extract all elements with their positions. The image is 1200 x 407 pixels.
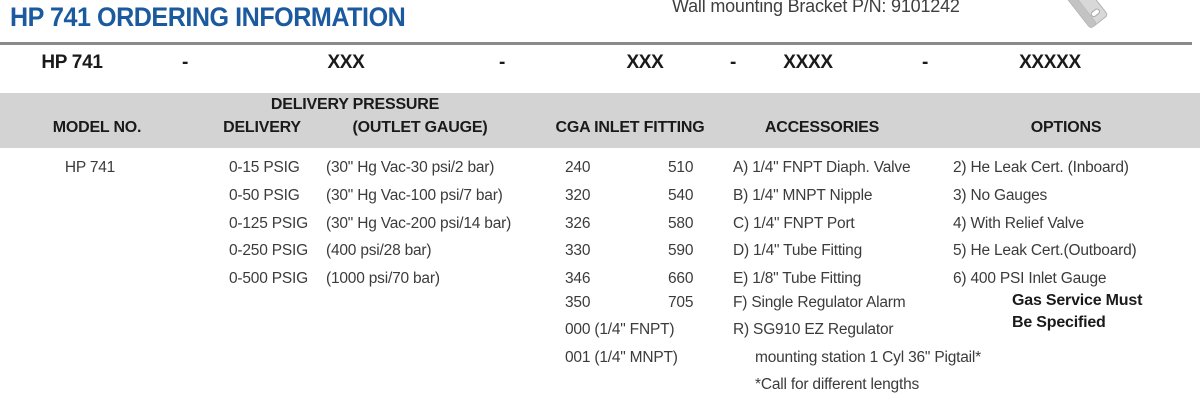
delivery-range: 0-500 PSIG	[229, 270, 308, 287]
page-title: HP 741 ORDERING INFORMATION	[10, 2, 406, 32]
cga-code: 350	[565, 294, 591, 311]
order-code-segment-4: XXXXX	[1019, 52, 1081, 73]
delivery-range: 0-15 PSIG	[229, 159, 300, 176]
wall-bracket-note: Wall mounting Bracket P/N: 9101242	[672, 0, 960, 16]
header-accessories: ACCESSORIES	[764, 119, 880, 136]
order-code-dash: -	[729, 52, 737, 73]
header-model-no: MODEL NO.	[52, 119, 142, 136]
header-cga-inlet-fitting: CGA INLET FITTING	[555, 119, 705, 136]
order-code-dash: -	[498, 52, 506, 73]
header-delivery-pressure: DELIVERY PRESSURE	[270, 96, 440, 113]
option-item: 6) 400 PSI Inlet Gauge	[953, 270, 1107, 287]
gas-service-note-line1: Gas Service Must	[1012, 292, 1143, 309]
cga-code: 346	[565, 270, 591, 287]
accessory-item: F) Single Regulator Alarm	[733, 294, 906, 311]
option-item: 4) With Relief Valve	[953, 215, 1084, 232]
delivery-range: 0-50 PSIG	[229, 187, 300, 204]
order-code-dash: -	[181, 52, 189, 73]
accessory-item: R) SG910 EZ Regulator	[733, 321, 894, 338]
title-divider-rule	[0, 42, 1192, 45]
accessory-item: A) 1/4" FNPT Diaph. Valve	[733, 159, 911, 176]
cga-code: 330	[565, 242, 591, 259]
accessory-footnote: *Call for different lengths	[755, 376, 920, 393]
accessory-item: B) 1/4" MNPT Nipple	[733, 187, 873, 204]
outlet-gauge-value: (400 psi/28 bar)	[326, 242, 432, 259]
header-outlet-gauge: (OUTLET GAUGE)	[352, 119, 488, 136]
outlet-gauge-value: (30" Hg Vac-100 psi/7 bar)	[326, 187, 503, 204]
header-options: OPTIONS	[1030, 119, 1102, 136]
accessory-item: C) 1/4" FNPT Port	[733, 215, 855, 232]
model-no-value: HP 741	[64, 159, 116, 176]
delivery-range: 0-125 PSIG	[229, 215, 308, 232]
cga-code: 326	[565, 215, 591, 232]
header-delivery: DELIVERY	[223, 119, 301, 136]
option-item: 5) He Leak Cert.(Outboard)	[953, 242, 1137, 259]
cga-code: 320	[565, 187, 591, 204]
cga-code: 590	[668, 242, 694, 259]
order-code-segment-1: XXX	[327, 52, 365, 73]
cga-code: 240	[565, 159, 591, 176]
order-code-segment-3: XXXX	[783, 52, 833, 73]
order-code-model: HP 741	[41, 52, 103, 73]
cga-code: 000 (1/4" FNPT)	[565, 321, 675, 338]
option-item: 3) No Gauges	[953, 187, 1048, 204]
outlet-gauge-value: (1000 psi/70 bar)	[326, 270, 440, 287]
accessory-item-continuation: mounting station 1 Cyl 36" Pigtail*	[755, 349, 981, 366]
cga-code: 540	[668, 187, 694, 204]
cga-code: 660	[668, 270, 694, 287]
gas-service-note-line2: Be Specified	[1012, 314, 1106, 331]
delivery-range: 0-250 PSIG	[229, 242, 308, 259]
wall-mounting-bracket-icon	[1056, 0, 1126, 38]
accessory-item: E) 1/8" Tube Fitting	[733, 270, 862, 287]
cga-code: 510	[668, 159, 694, 176]
cga-code: 001 (1/4" MNPT)	[565, 349, 678, 366]
outlet-gauge-value: (30" Hg Vac-200 psi/14 bar)	[326, 215, 512, 232]
order-code-segment-2: XXX	[626, 52, 664, 73]
option-item: 2) He Leak Cert. (Inboard)	[953, 159, 1129, 176]
cga-code: 705	[668, 294, 694, 311]
accessory-item: D) 1/4" Tube Fitting	[733, 242, 863, 259]
outlet-gauge-value: (30" Hg Vac-30 psi/2 bar)	[326, 159, 495, 176]
order-code-dash: -	[921, 52, 929, 73]
cga-code: 580	[668, 215, 694, 232]
